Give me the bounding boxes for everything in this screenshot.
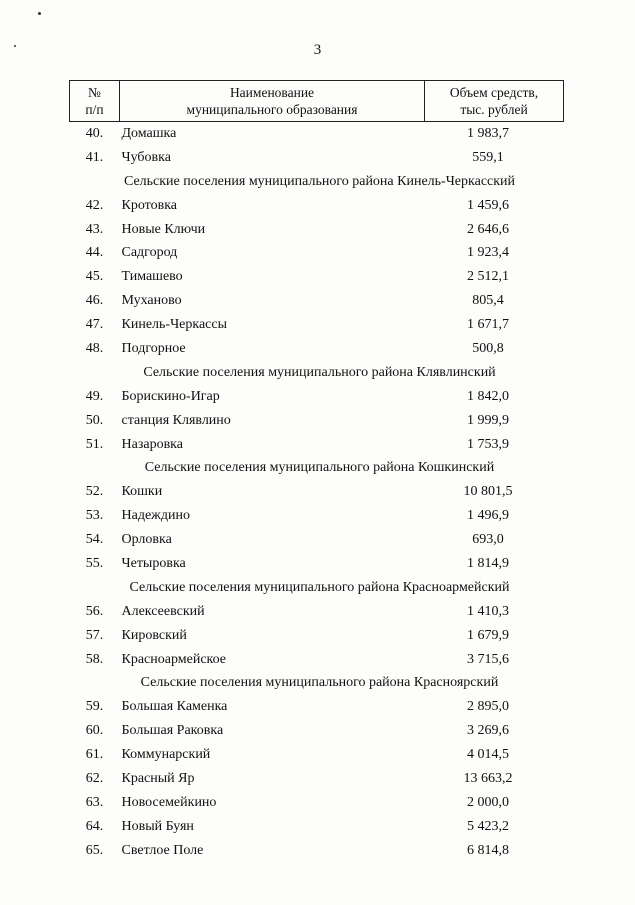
- municipality-name: Кинель-Черкассы: [121, 317, 228, 333]
- funding-amount: 1 753,9: [467, 436, 509, 452]
- municipality-name: Подгорное: [121, 340, 186, 356]
- group-heading-row: [70, 170, 564, 194]
- municipality-name: Надеждино: [121, 508, 190, 524]
- header-amount-line2: тыс. рублей: [460, 102, 528, 117]
- funding-amount: 5 423,2: [467, 818, 509, 834]
- funding-amount: 559,1: [472, 149, 504, 165]
- header-name-line1: Наименование: [229, 85, 315, 100]
- row-number: 44.: [85, 245, 104, 261]
- funding-amount: 693,0: [472, 532, 504, 548]
- row-number: 52.: [85, 484, 104, 500]
- table-row: [70, 146, 564, 170]
- row-number: 63.: [85, 794, 104, 810]
- group-heading-row: [70, 671, 564, 695]
- municipality-name: Орловка: [121, 532, 172, 548]
- table-row: [70, 337, 564, 361]
- header-number: [70, 81, 120, 122]
- table-row: [70, 433, 564, 457]
- header-amount: [425, 81, 564, 122]
- row-number: 48.: [85, 340, 104, 356]
- row-number: 56.: [85, 603, 104, 619]
- funding-amount: 2 512,1: [467, 269, 509, 285]
- funding-amount: 2 646,6: [467, 221, 509, 237]
- table-row: [70, 839, 564, 863]
- municipality-name: Кротовка: [121, 197, 178, 213]
- municipality-name: Алексеевский: [121, 603, 205, 619]
- funding-amount: 3 715,6: [467, 651, 509, 667]
- funding-amount: 2 895,0: [467, 699, 509, 715]
- municipality-name: Четыровка: [121, 555, 186, 571]
- table-row: [70, 409, 564, 433]
- funding-amount: 1 410,3: [467, 603, 509, 619]
- group-heading-row: [70, 576, 564, 600]
- table-row: [70, 624, 564, 648]
- funding-amount: 500,8: [472, 340, 504, 356]
- group-heading: Сельские поселения муниципального района Клявлинский: [143, 364, 496, 380]
- municipality-name: Красный Яр: [121, 770, 195, 786]
- municipality-name: Большая Каменка: [121, 699, 228, 715]
- table-row: [70, 480, 564, 504]
- municipality-name: Кировский: [121, 627, 187, 643]
- scan-speck: [38, 12, 41, 15]
- table-row: [70, 241, 564, 265]
- municipality-name: Садгород: [121, 245, 178, 261]
- municipality-name: станция Клявлино: [121, 412, 231, 428]
- municipality-name: Новосемейкино: [121, 794, 217, 810]
- funding-amount: 4 014,5: [467, 747, 509, 763]
- municipality-name: Кошки: [121, 484, 163, 500]
- row-number: 54.: [85, 532, 104, 548]
- municipality-name: Назаровка: [121, 436, 183, 452]
- municipality-name: Большая Раковка: [121, 723, 224, 739]
- header-name-line2: муниципального образования: [186, 102, 358, 117]
- row-number: 51.: [85, 436, 104, 452]
- row-number: 59.: [85, 699, 104, 715]
- funding-amount: 1 983,7: [467, 125, 509, 141]
- municipality-name: Тимашево: [121, 269, 183, 285]
- row-number: 42.: [85, 197, 104, 213]
- table-row: [70, 600, 564, 624]
- allocation-table: [69, 80, 564, 863]
- row-number: 47.: [85, 317, 104, 333]
- group-heading: Сельские поселения муниципального района Кошкинский: [144, 460, 495, 476]
- row-number: 41.: [85, 149, 104, 165]
- table-row: [70, 194, 564, 218]
- row-number: 64.: [85, 818, 104, 834]
- funding-amount: 13 663,2: [463, 770, 513, 786]
- row-number: 45.: [85, 269, 104, 285]
- page-number: 3: [313, 42, 322, 58]
- table-row: [70, 313, 564, 337]
- table-header-row: [70, 81, 564, 122]
- table-row: [70, 767, 564, 791]
- row-number: 60.: [85, 723, 104, 739]
- funding-amount: 6 814,8: [467, 842, 509, 858]
- funding-amount: 1 842,0: [467, 388, 509, 404]
- funding-amount: 1 459,6: [467, 197, 509, 213]
- row-number: 62.: [85, 770, 104, 786]
- municipality-name: Коммунарский: [121, 747, 211, 763]
- group-heading: Сельские поселения муниципального района Красноармейский: [129, 579, 510, 595]
- municipality-name: Борискино-Игар: [121, 388, 220, 404]
- row-number: 53.: [85, 508, 104, 524]
- table-row: [70, 504, 564, 528]
- row-number: 50.: [85, 412, 104, 428]
- funding-amount: 10 801,5: [463, 484, 513, 500]
- row-number: 55.: [85, 555, 104, 571]
- funding-amount: 1 679,9: [467, 627, 509, 643]
- funding-amount: 1 671,7: [467, 317, 509, 333]
- funding-amount: 1 923,4: [467, 245, 509, 261]
- table-row: [70, 648, 564, 672]
- group-heading-row: [70, 361, 564, 385]
- municipality-name: Новый Буян: [121, 818, 194, 834]
- row-number: 65.: [85, 842, 104, 858]
- row-number: 58.: [85, 651, 104, 667]
- table-row: [70, 122, 564, 146]
- row-number: 57.: [85, 627, 104, 643]
- group-heading: Сельские поселения муниципального района Кинель-Черкасский: [123, 173, 516, 189]
- table-body: [70, 122, 564, 863]
- municipality-name: Домашка: [121, 125, 177, 141]
- header-amount-line1: Объем средств,: [449, 85, 539, 100]
- row-number: 61.: [85, 747, 104, 763]
- row-number: 43.: [85, 221, 104, 237]
- header-name: [120, 81, 425, 122]
- table-row: [70, 719, 564, 743]
- table-row: [70, 528, 564, 552]
- table-row: [70, 265, 564, 289]
- funding-amount: 1 999,9: [467, 412, 509, 428]
- table-row: [70, 815, 564, 839]
- header-number-line2: п/п: [85, 102, 104, 117]
- group-heading-row: [70, 456, 564, 480]
- row-number: 46.: [85, 293, 104, 309]
- table-row: [70, 218, 564, 242]
- funding-amount: 3 269,6: [467, 723, 509, 739]
- table-row: [70, 791, 564, 815]
- municipality-name: Муханово: [121, 293, 182, 309]
- table-row: [70, 552, 564, 576]
- funding-amount: 1 496,9: [467, 508, 509, 524]
- row-number: 40.: [85, 125, 104, 141]
- table-row: [70, 743, 564, 767]
- row-number: 49.: [85, 388, 104, 404]
- municipality-name: Красноармейское: [121, 651, 227, 667]
- funding-amount: 1 814,9: [467, 555, 509, 571]
- municipality-name: Светлое Поле: [121, 842, 204, 858]
- funding-amount: 805,4: [472, 293, 504, 309]
- table-row: [70, 695, 564, 719]
- table-row: [70, 385, 564, 409]
- funding-amount: 2 000,0: [467, 794, 509, 810]
- table-row: [70, 289, 564, 313]
- municipality-name: Новые Ключи: [121, 221, 206, 237]
- group-heading: Сельские поселения муниципального района Красноярский: [140, 675, 499, 691]
- municipality-name: Чубовка: [121, 149, 171, 165]
- header-number-line1: №: [88, 85, 101, 100]
